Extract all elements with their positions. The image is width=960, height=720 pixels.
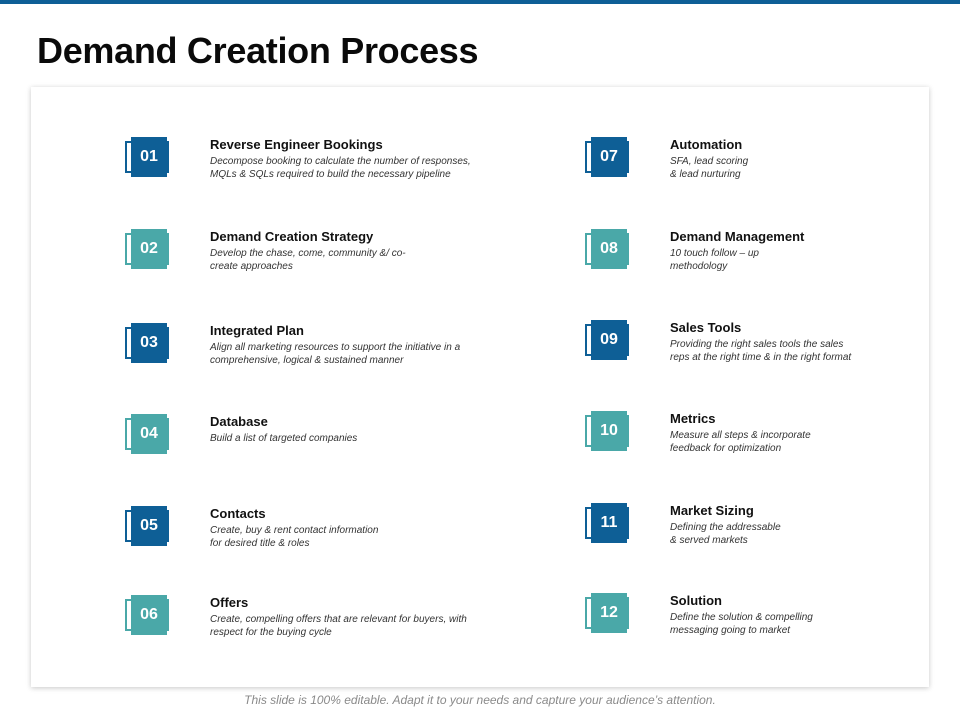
step-number-badge	[585, 593, 633, 635]
process-step-09	[585, 320, 960, 380]
process-panel	[31, 87, 929, 687]
step-number: 07	[591, 137, 627, 177]
page-title: Demand Creation Process	[37, 30, 479, 71]
step-number: 08	[591, 229, 627, 269]
step-description: Create, buy & rent contact information for desired title & roles	[210, 525, 379, 549]
step-description: Align all marketing resources to support the initiative in a comprehensive, logical & sustained manner	[210, 342, 461, 366]
process-step-05	[125, 506, 505, 566]
top-accent-bar	[0, 0, 960, 4]
step-title: Sales Tools	[670, 320, 742, 335]
process-step-07	[585, 137, 960, 197]
step-number: 06	[131, 595, 167, 635]
step-title: Metrics	[670, 411, 716, 426]
process-step-10	[585, 411, 960, 471]
step-number-badge	[125, 506, 173, 548]
step-number: 04	[131, 414, 167, 454]
step-number-badge	[125, 229, 173, 271]
step-description: Build a list of targeted companies	[210, 433, 358, 444]
step-number: 11	[591, 503, 627, 543]
process-step-01	[125, 137, 505, 197]
step-number: 03	[131, 323, 167, 363]
step-number-badge	[585, 411, 633, 453]
step-description: Develop the chase, come, community &/ co- create approaches	[210, 248, 406, 272]
step-number-badge	[125, 595, 173, 637]
step-description: Decompose booking to calculate the number of responses, MQLs & SQLs required to build the necessary pipeline	[210, 156, 471, 180]
step-title: Integrated Plan	[210, 323, 304, 338]
step-number-badge	[125, 137, 173, 179]
step-description: SFA, lead scoring & lead nurturing	[670, 156, 749, 180]
step-number-badge	[585, 137, 633, 179]
process-step-08	[585, 229, 960, 289]
process-step-11	[585, 503, 960, 563]
step-number-badge	[125, 323, 173, 365]
step-description: Create, compelling offers that are relevant for buyers, with respect for the buying cycle	[210, 614, 467, 638]
step-description: Providing the right sales tools the sales reps at the right time & in the right format	[670, 339, 852, 363]
step-number-badge	[585, 229, 633, 271]
step-number: 12	[591, 593, 627, 633]
step-title: Offers	[210, 595, 249, 610]
step-number: 02	[131, 229, 167, 269]
step-number: 09	[591, 320, 627, 360]
process-step-04	[125, 414, 505, 474]
step-description: Defining the addressable & served markets	[670, 522, 781, 546]
process-step-03	[125, 323, 505, 383]
step-title: Demand Creation Strategy	[210, 229, 374, 244]
step-number-badge	[585, 320, 633, 362]
step-title: Reverse Engineer Bookings	[210, 137, 383, 152]
step-title: Market Sizing	[670, 503, 754, 518]
step-number: 10	[591, 411, 627, 451]
step-title: Automation	[670, 137, 743, 152]
step-description: Define the solution & compelling messaging going to market	[670, 612, 813, 636]
process-step-02	[125, 229, 505, 289]
process-step-06	[125, 595, 505, 655]
step-number-badge	[585, 503, 633, 545]
footer-note: This slide is 100% editable. Adapt it to your needs and capture your audience’s attention.	[244, 693, 716, 707]
step-title: Solution	[670, 593, 722, 608]
process-step-12	[585, 593, 960, 653]
step-number-badge	[125, 414, 173, 456]
step-description: Measure all steps & incorporate feedback for optimization	[670, 430, 811, 454]
step-description: 10 touch follow – up methodology	[670, 248, 759, 272]
step-title: Database	[210, 414, 268, 429]
step-title: Demand Management	[670, 229, 805, 244]
step-number: 05	[131, 506, 167, 546]
step-number: 01	[131, 137, 167, 177]
step-title: Contacts	[210, 506, 266, 521]
